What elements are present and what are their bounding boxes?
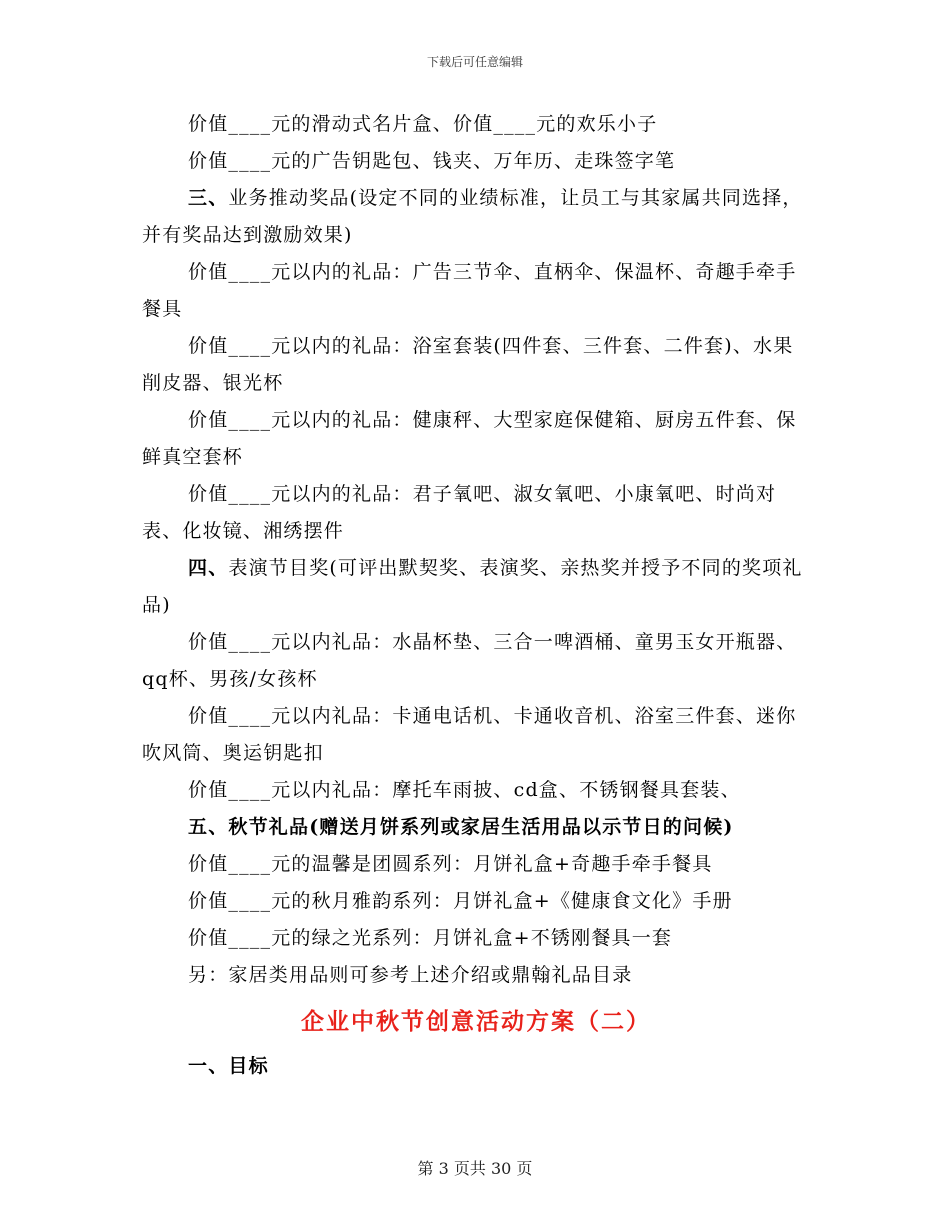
paragraph: 价值____元以内的礼品：广告三节伞、直柄伞、保温杯、奇趣手牵手餐具 (142, 261, 797, 320)
section-3-number: 三、 (188, 187, 229, 209)
section-3-text: 业务推动奖品(设定不同的业绩标准，让员工与其家属共同选择，并有奖品达到激励效果) (142, 187, 803, 246)
section-5-heading: 五、秋节礼品(赠送月饼系列或家居生活用品以示节日的问候) (188, 816, 734, 838)
section-3-paragraph (142, 180, 810, 254)
section-4-paragraph (142, 550, 810, 624)
paragraph: 价值____元以内的礼品：健康秤、大型家庭保健箱、厨房五件套、保鲜真空套杯 (142, 409, 797, 468)
document-body (142, 106, 810, 1085)
paragraph: 价值____元以内礼品：水晶杯垫、三合一啤酒桶、童男玉女开瓶器、qq杯、男孩/女孩杯 (142, 631, 797, 690)
paragraph: 价值____元以内礼品：卡通电话机、卡通收音机、浴室三件套、迷你吹风筒、奥运钥匙扣 (142, 705, 797, 764)
section-title: 企业中秋节创意活动方案（二） (301, 1008, 651, 1035)
header-note: 下载后可任意编辑 (426, 55, 523, 69)
paragraph: 另：家居类用品则可参考上述介绍或鼎翰礼品目录 (188, 964, 633, 986)
paragraph: 价值____元以内礼品：摩托车雨披、cd盒、不锈钢餐具套装、 (188, 779, 741, 801)
page-footer: 第 3 页共 30 页 (417, 1159, 533, 1178)
section-4-number: 四、 (188, 557, 229, 579)
paragraph: 价值____元以内的礼品：君子氧吧、淑女氧吧、小康氧吧、时尚对表、化妆镜、湘绣摆件 (142, 483, 777, 542)
section-4-text: 表演节目奖(可评出默契奖、表演奖、亲热奖并授予不同的奖项礼品) (142, 557, 803, 616)
paragraph: 价值____元的温馨是团圆系列：月饼礼盒+奇趣手牵手餐具 (188, 853, 713, 875)
paragraph: 价值____元的秋月雅韵系列：月饼礼盒+《健康食文化》手册 (188, 890, 733, 912)
paragraph: 价值____元的广告钥匙包、钱夹、万年历、走珠签字笔 (188, 150, 676, 172)
paragraph: 价值____元的绿之光系列：月饼礼盒+不锈刚餐具一套 (188, 927, 673, 949)
paragraph: 价值____元以内的礼品：浴室套装(四件套、三件套、二件套)、水果削皮器、银光杯 (142, 335, 794, 394)
heading-goal: 一、目标 (188, 1055, 269, 1077)
paragraph: 价值____元的滑动式名片盒、价值____元的欢乐小子 (188, 113, 658, 135)
